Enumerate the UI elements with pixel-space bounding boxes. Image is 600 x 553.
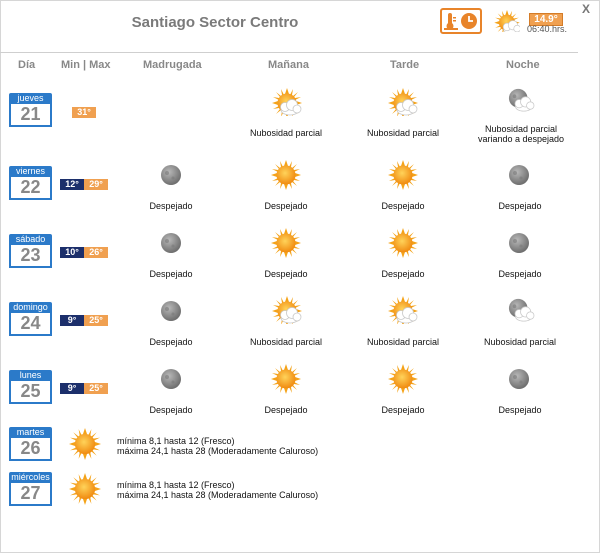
partly-cloudy-icon (272, 296, 302, 324)
sun-icon (69, 428, 101, 460)
night-partly-cloudy-icon (507, 87, 535, 113)
min-max-temp: 10° 26° (60, 247, 108, 258)
header-divider (0, 52, 578, 53)
noche-desc: Nubosidad parcial (483, 337, 557, 347)
partly-cloudy-icon (388, 88, 418, 116)
night-partly-cloudy-icon (507, 297, 535, 323)
partly-cloudy-icon (388, 296, 418, 324)
tarde-desc: Nubosidad parcial (366, 337, 440, 347)
moon-icon (159, 163, 183, 187)
noche-desc: Despejado (498, 405, 542, 415)
madrugada-desc: Despejado (149, 405, 193, 415)
max-temp: 31° (72, 107, 96, 118)
col-minmax: Min | Max (61, 59, 111, 71)
moon-icon (507, 231, 531, 255)
forecast-note-max: máxima 24,1 hasta 28 (Moderadamente Caluroso) (117, 446, 319, 456)
moon-icon (159, 299, 183, 323)
col-madrugada: Madrugada (143, 59, 202, 71)
tarde-desc: Despejado (381, 269, 425, 279)
day-monday: lunes 25 (9, 370, 52, 404)
noche-desc: Despejado (498, 269, 542, 279)
manana-desc: Despejado (264, 269, 308, 279)
moon-icon (507, 163, 531, 187)
day-friday: viernes 22 (9, 166, 52, 200)
forecast-note-max: máxima 24,1 hasta 28 (Moderadamente Caluroso) (117, 490, 319, 500)
madrugada-desc: Despejado (149, 337, 193, 347)
sun-icon (388, 364, 418, 394)
col-tarde: Tarde (390, 59, 420, 71)
min-max-temp: 12° 29° (60, 179, 108, 190)
noche-desc: Nubosidad parcial variando a despejado (477, 124, 565, 144)
day-saturday: sábado 23 (9, 234, 52, 268)
forecast-note-min: mínima 8,1 hasta 12 (Fresco) (117, 480, 235, 490)
current-time: 06:40.hrs. (527, 24, 568, 34)
moon-icon (507, 367, 531, 391)
tarde-desc: Despejado (381, 201, 425, 211)
page-title: Santiago Sector Centro (131, 14, 299, 31)
madrugada-desc: Despejado (149, 201, 193, 211)
sun-icon (271, 160, 301, 190)
noche-desc: Despejado (498, 201, 542, 211)
temperature-clock-icon[interactable] (440, 8, 482, 34)
moon-icon (159, 367, 183, 391)
forecast-note-min: mínima 8,1 hasta 12 (Fresco) (117, 436, 235, 446)
tarde-desc: Nubosidad parcial (366, 128, 440, 138)
min-max-temp: 9° 25° (60, 315, 108, 326)
day-sunday: domingo 24 (9, 302, 52, 336)
sun-icon (69, 473, 101, 505)
madrugada-desc: Despejado (149, 269, 193, 279)
partly-cloudy-icon (272, 88, 302, 116)
sun-icon (388, 228, 418, 258)
day-wednesday: miércoles 27 (9, 472, 52, 506)
manana-desc: Nubosidad parcial (249, 128, 323, 138)
sun-icon (271, 228, 301, 258)
day-thursday: jueves 21 (9, 93, 52, 127)
col-noche: Noche (506, 59, 540, 71)
moon-icon (159, 231, 183, 255)
tarde-desc: Despejado (381, 405, 425, 415)
sun-icon (271, 364, 301, 394)
col-day: Día (18, 59, 36, 71)
current-partly-cloudy-icon (494, 10, 520, 32)
manana-desc: Despejado (264, 201, 308, 211)
manana-desc: Nubosidad parcial (249, 337, 323, 347)
current-temperature: 14.9° (529, 13, 563, 26)
day-tuesday: martes 26 (9, 427, 52, 461)
col-manana: Mañana (268, 59, 309, 71)
min-max-temp: 9° 25° (60, 383, 108, 394)
sun-icon (388, 160, 418, 190)
close-button[interactable]: X (581, 2, 590, 16)
manana-desc: Despejado (264, 405, 308, 415)
